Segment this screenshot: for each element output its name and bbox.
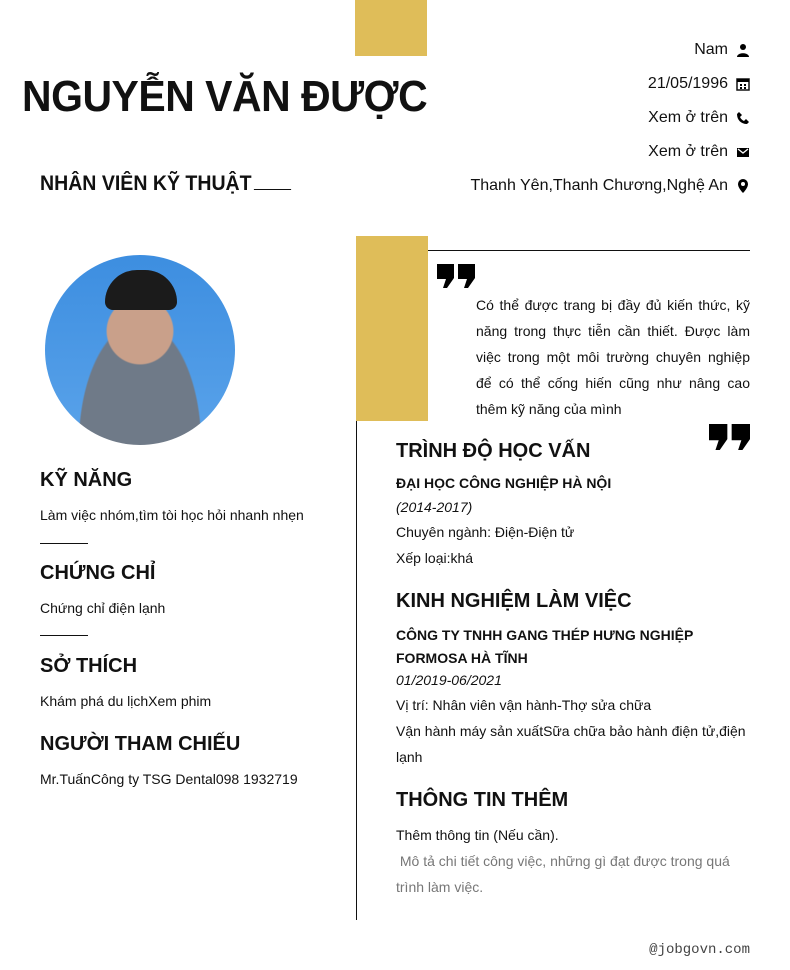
email-icon — [736, 145, 750, 159]
contact-gender — [694, 41, 750, 59]
hobbies-heading: SỞ THÍCH — [40, 655, 138, 677]
extra-info-heading: THÔNG TIN THÊM — [396, 789, 569, 811]
section-divider — [40, 635, 88, 636]
experience-company: CÔNG TY TNHH GANG THÉP HƯNG NGHIỆP FORMOSA HÀ TĨNH — [396, 627, 694, 666]
top-accent-block — [355, 0, 427, 56]
email-value: Xem ở trên — [648, 143, 728, 160]
education-school: ĐẠI HỌC CÔNG NGHIỆP HÀ NỘI — [396, 475, 612, 491]
contact-email — [648, 143, 750, 161]
career-objective: Có thể được trang bị đầy đủ kiến thức, kỹ năng trong thực tiễn cần thiết. Được làm việc trong một môi trường chuyên nghiệp để có thể cống hiến cũng như nâng cao thêm kỹ năng của mình — [476, 297, 750, 417]
contact-phone — [648, 109, 750, 127]
education-grade: Xếp loại:khá — [396, 550, 474, 566]
certificates-heading: CHỨNG CHỈ — [40, 562, 156, 584]
skills-text: Làm việc nhóm,tìm tòi học hỏi nhanh nhẹn — [40, 507, 304, 523]
extra-info-text: Thêm thông tin (Nếu cần). — [396, 827, 559, 843]
footer-watermark: @jobgovn.com — [649, 942, 750, 958]
gender-value: Nam — [694, 41, 728, 58]
birthdate-value: 21/05/1996 — [647, 75, 728, 92]
references-text: Mr.TuấnCông ty TSG Dental098 1932719 — [40, 771, 298, 787]
job-title — [40, 172, 291, 196]
address-value: Thanh Yên,Thanh Chương,Nghệ An — [470, 177, 728, 194]
calendar-icon — [736, 77, 750, 91]
job-title-text: NHÂN VIÊN KỸ THUẬT — [40, 172, 252, 195]
location-icon — [736, 179, 750, 193]
title-underline — [253, 189, 290, 190]
contact-address — [470, 177, 750, 195]
experience-role: Vị trí: Nhân viên vận hành-Thợ sửa chữa — [396, 697, 652, 713]
phone-value: Xem ở trên — [648, 109, 728, 126]
column-divider — [356, 421, 357, 920]
education-heading: TRÌNH ĐỘ HỌC VẤN — [396, 440, 591, 462]
close-quote-icon — [709, 424, 750, 450]
education-major: Chuyên ngành: Điện-Điện tử — [396, 524, 575, 540]
skills-heading: KỸ NĂNG — [40, 469, 133, 491]
contact-birthdate — [648, 75, 750, 93]
section-divider — [40, 543, 88, 544]
extra-info-description: Mô tả chi tiết công việc, những gì đạt được trong quá trình làm việc. — [396, 853, 734, 895]
quote-accent-block — [356, 236, 428, 421]
full-name: NGUYỄN VĂN ĐƯỢC — [22, 72, 428, 121]
hobbies-text: Khám phá du lịchXem phim — [40, 693, 212, 709]
experience-description: Vận hành máy sản xuấtSữa chữa bảo hành điện tử,điện lạnh — [396, 723, 746, 765]
phone-icon — [736, 111, 750, 125]
open-quote-icon — [437, 264, 475, 288]
profile-photo — [45, 255, 235, 445]
references-heading: NGƯỜI THAM CHIẾU — [40, 733, 241, 755]
experience-heading: KINH NGHIỆM LÀM VIỆC — [396, 590, 632, 612]
certificates-text: Chứng chỉ điện lạnh — [40, 600, 166, 616]
education-period: (2014-2017) — [396, 499, 473, 515]
quote-divider — [428, 250, 750, 251]
experience-period: 01/2019-06/2021 — [396, 672, 502, 688]
person-icon — [736, 43, 750, 57]
